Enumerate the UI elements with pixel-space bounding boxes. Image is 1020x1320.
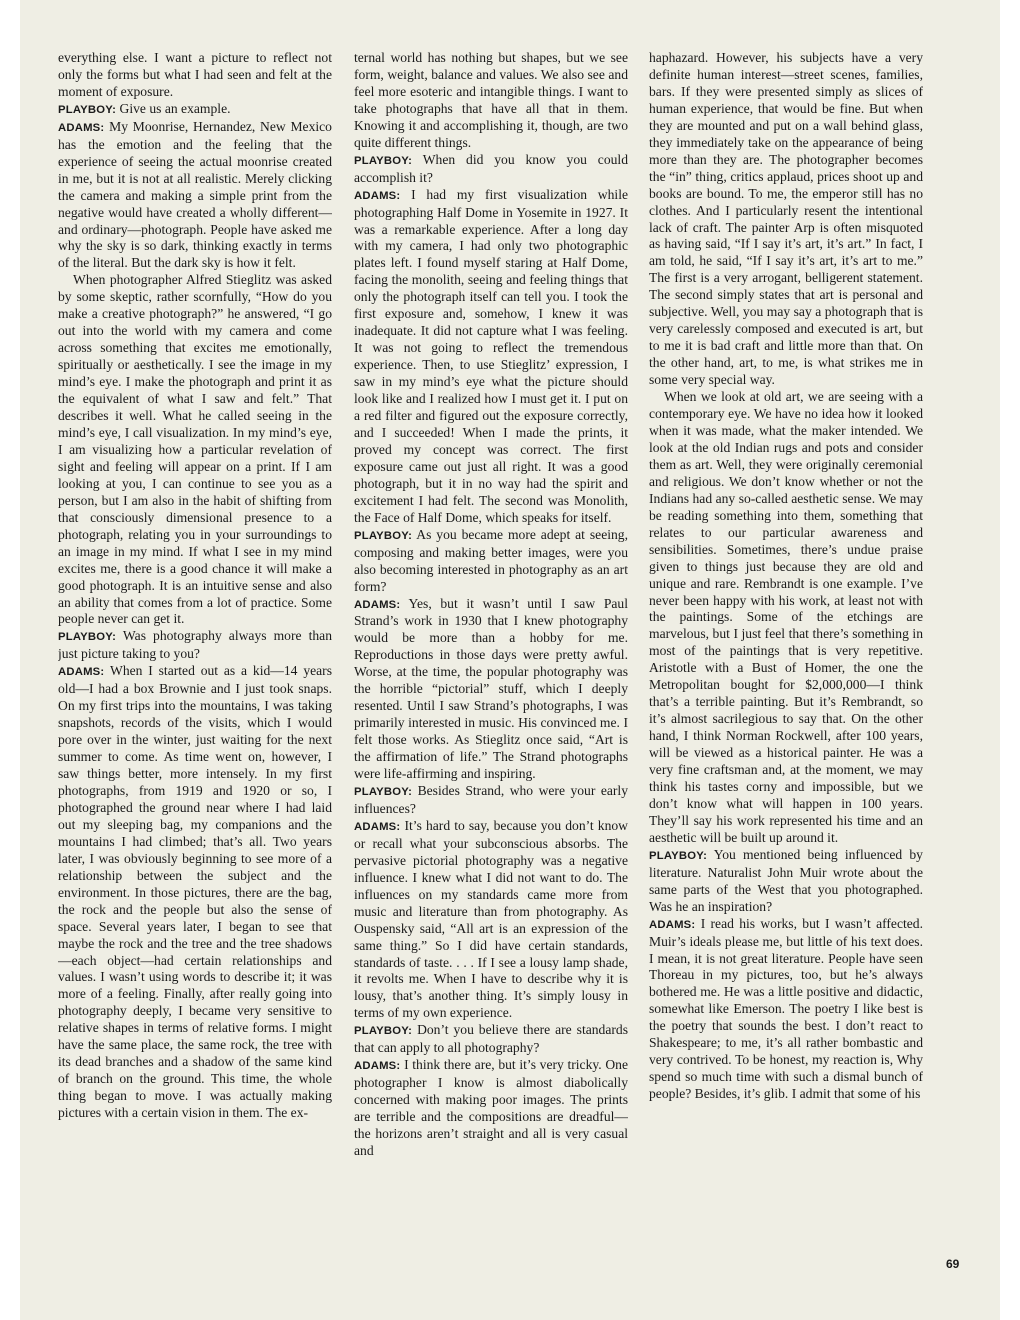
paragraph-text: When we look at old art, we are seeing with a contemporary eye. We have no idea how it looked when it was made, what the maker intended. We look at the old Indian rugs and pots and consider them as art. Well, they were originally ceremonial and religious. We don’t know whether or not the Indians had any so-called aesthetic sense. We may be reading something into them, something that relates to our particular awareness and sensibilities. Sometimes, there’s undue praise given to things just because they are old and unique and rare. Rembrandt is one example. I’ve never been happy with his work, at least not with the paintings. Some of the etchings are marvelous, but I just feel that there’s something in most of the paintings that is very repetitive. Aristotle with a Bust of Homer, the one the Metropolitan bought for $2,000,000—I think that’s a terrible painting. But it’s Rembrandt, so it’s almost sacrilegious to say that. On the other hand, I think Norman Rockwell, after 100 years, will be viewed as a historical painter. He was a very fine craftsman and, at the moment, we may think his tastes corny and impossible, but we don’t know what will happen in 100 years. They’ll say his work represented his time and an aesthetic will be built up around it. (649, 389, 923, 845)
paragraph (58, 50, 332, 101)
paragraph-text: When I started out as a kid—14 years old—I had a box Brownie and I just took snaps. On my first trips into the mountains, I was taking snapshots, records of the visits, which I would pore over in the winter, just waiting for the next summer to come. As time went on, however, I saw things better, more intensely. In my first photographs, from 1919 and 1920 or so, I photographed the ground near where I had laid out my sleeping bag, my companions and the mountains I had climbed; that’s all. Two years later, I was obviously beginning to see more of a relationship between the subject and the environment. In those pictures, there are the bag, the rock and the people but also the sense of space. Several years later, I began to see that maybe the rock and the tree and the tree shadows—each object—had certain relationships and values. I wasn’t using words to describe it; it was more of a feeling. Finally, after really going into photography deeply, I became very sensitive to relative shapes in terms of relative forms. I might have the same place, the same rock, the tree with its dead branches and a shadow of the same kind of branch on the ground. This time, the whole thing began to move. I was actually making pictures with a certain vision in them. The ex- (58, 663, 332, 1121)
page-number: 69 (946, 1257, 960, 1271)
paragraph-text: When did you know you could accomplish it? (354, 151, 628, 185)
paragraph (58, 101, 332, 119)
speaker-label: ADAMS: (354, 820, 401, 833)
paragraph-text: My Moonrise, Hernandez, New Mexico has the emotion and the feeling that the experience of seeing the actual moonrise created in me, but it is not at all realistic. Merely clicking the camera and making a simple print from the negative would have created a wholly different— and ordinary—photograph. People have asked me why the sky is so dark, thinking exactly in terms of the literal. But the dark sky is how it felt. (58, 118, 332, 271)
paragraph (354, 50, 628, 152)
magazine-page (20, 0, 1000, 1320)
paragraph-text: I read his works, but I wasn’t affected. Muir’s ideals please me, but little of his text does. I mean, it is not great literature. People have seen Thoreau in my pictures, too, but he’s always bothered me. He was a little positive and didactic, somewhat like Emerson. The poetry I like best is the poetry that sounds the best. I don’t react to Shakespeare; to me, it’s all rather bombastic and very contrived. To be honest, my reaction is, Why spend so much time with such a dismal bunch of people? Besides, it’s glib. I admit that some of his (649, 915, 923, 1102)
speaker-label: PLAYBOY: (354, 154, 413, 167)
paragraph-text: It’s hard to say, because you don’t know or recall what your subconscious absorbs. The pervasive pictorial photography was a negative influence. I knew what I did not want to do. The influences on my standards came more from music and literature than from photography. As Ouspensky said, “All art is an expression of the same thing.” So I did have certain standards, standards of taste. . . . If I see a lousy lamp shade, it revolts me. When I have to describe why it is lousy, that’s another thing. It’s simply lousy in terms of my own experience. (354, 817, 628, 1021)
paragraph (58, 272, 332, 628)
paragraph-text: Give us an example. (119, 100, 231, 116)
paragraph (354, 783, 628, 818)
paragraph-text: You mentioned being influenced by literature. Naturalist John Muir wrote about the same parts of the West that you photographed. Was he an inspiration? (649, 846, 923, 914)
speaker-label: PLAYBOY: (354, 785, 413, 798)
speaker-label: PLAYBOY: (354, 529, 413, 542)
speaker-label: PLAYBOY: (58, 103, 117, 116)
paragraph (354, 152, 628, 187)
paragraph (58, 663, 332, 1122)
paragraph-text: Was photography always more than just picture taking to you? (58, 628, 332, 662)
paragraph-text: As you became more adept at seeing, composing and making better images, were you also becoming interested in photography as an art form? (354, 526, 628, 594)
speaker-label: ADAMS: (649, 918, 696, 931)
paragraph-text: Besides Strand, who were your early influences? (354, 782, 628, 816)
speaker-label: ADAMS: (58, 666, 105, 679)
text-column-1 (58, 50, 332, 1290)
speaker-label: ADAMS: (354, 598, 401, 611)
paragraph (649, 916, 923, 1103)
paragraph (354, 1022, 628, 1057)
paragraph (354, 187, 628, 527)
paragraph (649, 50, 923, 389)
speaker-label: ADAMS: (354, 189, 401, 202)
paragraph-text: Yes, but it wasn’t until I saw Paul Strand’s work in 1930 that I knew photography would be more than a hobby for me. Reproductions in those days were pretty awful. Worse, at the time, the popular photography was the horrible “pictorial” stuff, which I deeply resented. Until I saw Strand’s photographs, I was primarily interested in music. His convinced me. I felt those works. As Stieglitz once said, “Art is the affirmation of life.” The Strand photographs were life-affirming and inspiring. (354, 595, 628, 782)
speaker-label: ADAMS: (58, 121, 105, 134)
paragraph (354, 1057, 628, 1160)
text-column-3 (649, 50, 923, 1290)
paragraph (354, 818, 628, 1022)
paragraph-text: haphazard. However, his subjects have a very definite human interest—street scenes, families, bars. If they were presented simply as slices of human experience, that would be fine. But when they are mounted and put on a wall behind glass, they immediately take on the appearance of being more than they are. The photographer becomes the “in” thing, critics applaud, prices shoot up and books are bound. To me, the emperor still has no clothes. And I particularly resent the intentional lack of craft. The painter Arp is often misquoted as having said, “If I say it’s art, it’s art.” In fact, I am told, he said, “If I say it’s art, it’s art to me.” The first is a very arrogant, belligerent statement. The second simply states that art is personal and subjective. Well, you may say a photograph that is very carelessly composed and executed is art, but to me it is bad craft and little more than that. On the other hand, art, to me, is what strikes me in some very special way. (649, 50, 923, 388)
paragraph-text: When photographer Alfred Stieglitz was asked by some skeptic, rather scornfully, “How do you make a creative photograph?” he answered, “I go out into the world with my camera and come across something that excites me emotionally, spiritually or aesthetically. I see the image in my mind’s eye. I make the photograph and print it as the equivalent of what I saw and felt.” That describes it well. What he called seeing in the mind’s eye, I call visualization. In my mind’s eye, I am visualizing how a particular revelation of sight and feeling will appear on a print. If I am looking at you, I can continue to see you as a person, but I am also in the habit of shifting from that consciously dimensional presence to a photograph, relating you in your surroundings to an image in my mind. If what I see in my mind excites me, there is a good chance it will make a good photograph. It is an intuitive sense and also an ability that comes from a lot of practice. Some people never can get it. (58, 272, 332, 627)
paragraph-text: everything else. I want a picture to reflect not only the forms but what I had seen and felt at the moment of exposure. (58, 50, 332, 99)
speaker-label: ADAMS: (354, 1060, 401, 1073)
speaker-label: PLAYBOY: (58, 631, 117, 644)
speaker-label: PLAYBOY: (649, 849, 708, 862)
paragraph-text: I had my first visualization while photographing Half Dome in Yosemite in 1927. It was a remarkable experience. After a long day with my camera, I had only two photographic plates left. I found myself staring at Half Dome, facing the monolith, seeing and feeling things that only the photograph itself can tell you. I took the first exposure and, somehow, I knew it was inadequate. It did not capture what I was feeling. It was not going to reflect the tremendous experience. Then, to use Stieglitz’ expression, I saw in my mind’s eye what the picture should look like and I realized how I must get it. I put on a red filter and figured out the exposure correctly, and I succeeded! When I made the prints, it proved my concept was correct. The first exposure came out just all right. It was a good photograph, but it in no way had the spirit and excitement I had felt. The second was Monolith, the Face of Half Dome, which speaks for itself. (354, 186, 628, 525)
text-column-2 (354, 50, 628, 1290)
paragraph-text: Don’t you believe there are standards that can apply to all photography? (354, 1022, 628, 1056)
speaker-label: PLAYBOY: (354, 1025, 413, 1038)
paragraph-text: ternal world has nothing but shapes, but we see form, weight, balance and values. We also see and feel more esoteric and intangible things. I want to take photographs that have all that in them. Knowing it and accomplishing it, though, are two quite different things. (354, 50, 628, 150)
paragraph (58, 628, 332, 663)
paragraph (354, 527, 628, 596)
paragraph (649, 389, 923, 847)
paragraph (354, 596, 628, 783)
paragraph (58, 119, 332, 273)
paragraph (649, 847, 923, 916)
paragraph-text: I think there are, but it’s very tricky. One photographer I know is almost diabolically concerned with making poor images. The prints are terrible and the compositions are dreadful—the horizons aren’t straight and all is very casual and (354, 1057, 628, 1158)
